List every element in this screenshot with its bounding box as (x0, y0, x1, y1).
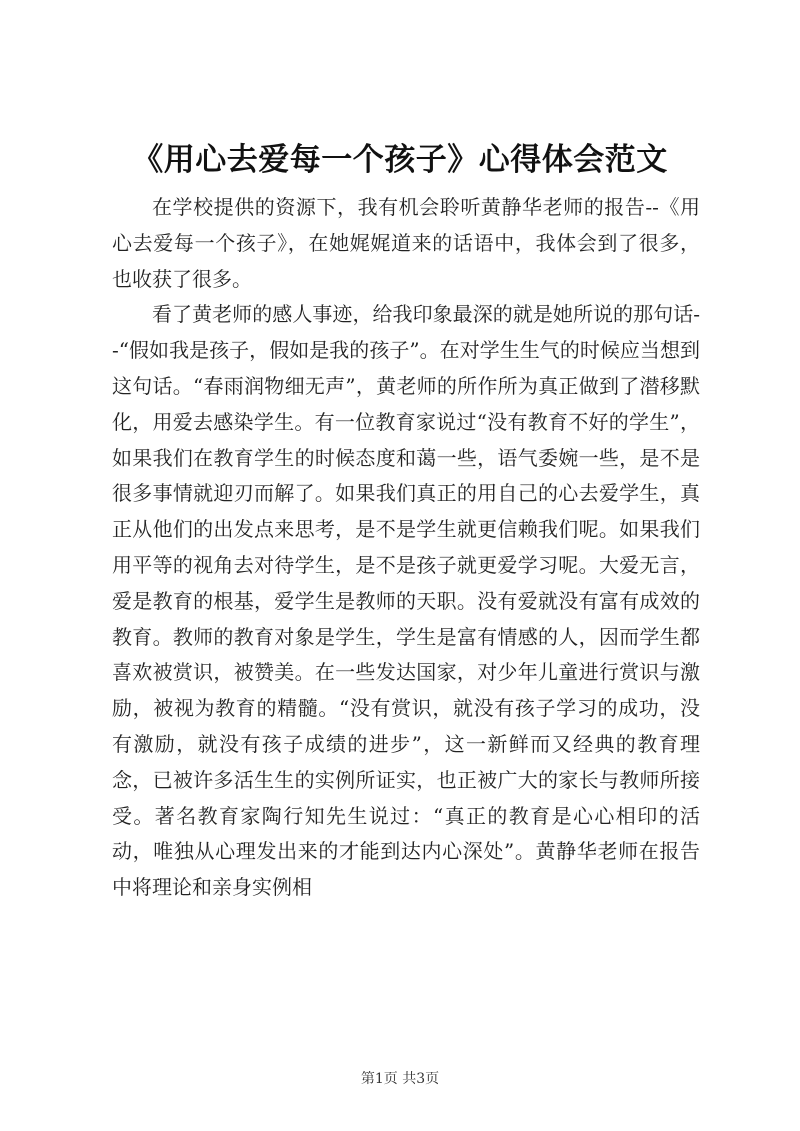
document-title: 《用心去爱每一个孩子》心得体会范文 (132, 142, 668, 178)
document-body (112, 190, 700, 906)
paragraph-1: 在学校提供的资源下，我有机会聆听黄静华老师的报告--《用心去爱每一个孩子》，在她娓娓道来的话语中，我体会到了很多，也收获了很多。 (112, 195, 700, 291)
paragraph-2: 看了黄老师的感人事迹，给我印象最深的就是她所说的那句话--“假如我是孩子，假如是我的孩子”。在对学生生气的时候应当想到这句话。“春雨润物细无声”，黄老师的所作所为真正做到了潜移默化，用爱去感染学生。有一位教育家说过“没有教育不好的学生”，如果我们在教育学生的时候态度和蔼一些，语气委婉一些，是不是很多事情就迎刃而解了。如果我们真正的用自己的心去爱学生，真正从他们的出发点来思考，是不是学生就更信赖我们呢。如果我们用平等的视角去对待学生，是不是孩子就更爱学习呢。大爱无言，爱是教育的根基，爱学生是教师的天职。没有爱就没有富有成效的教育。教师的教育对象是学生，学生是富有情感的人，因而学生都喜欢被赏识，被赞美。在一些发达国家，对少年儿童进行赏识与激励，被视为教育的精髓。“没有赏识，就没有孩子学习的成功，没有激励，就没有孩子成绩的进步”，这一新鲜而又经典的教育理念，已被许多活生生的实例所证实，也正被广大的家长与教师所接受。著名教育家陶行知先生说过：“真正的教育是心心相印的活动，唯独从心理发出来的才能到达内心深处”。黄静华老师在报告中将理论和亲身实例相 (112, 302, 700, 900)
page-number-footer: 第1页 共3页 (360, 1071, 440, 1087)
